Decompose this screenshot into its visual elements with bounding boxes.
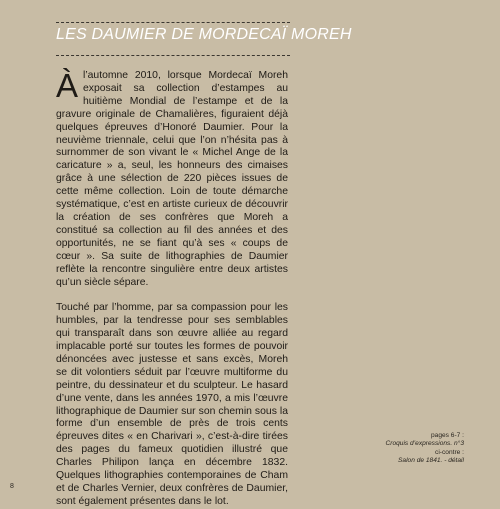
header-bottom-rule [56, 55, 290, 56]
page-number: 8 [10, 483, 14, 490]
header-top-rule [56, 22, 290, 23]
article-paragraph-2: Touché par l’homme, par sa compassion pour les humbles, par la tendresse pour ses semblables qui transparaît dans son œuvre alliée au regard implacable porté sur toutes les formes de pouvoir dénoncées avec justesse et sans excès, Moreh se dit volontiers séduit par l’œuvre multiforme du peintre, du dessinateur et du sculpteur. Le hasard d’une vente, dans les années 1970, a mis l’œuvre lithographique de Daumier sur son chemin sous la forme d’un ensemble de près de trois cents épreuves dites « en Charivari », c’est-à-dire tirées des pages du fameux quotidien illustré que Charles Philipon lança en décembre 1832. Quelques lithographies contemporaines de Cham et de Charles Vernier, deux confrères de Daumier, sont également présentes dans le lot. [56, 302, 288, 507]
paragraph-1-text: l’automne 2010, lorsque Mordecaï Moreh exposait sa collection d’estampes au huitième Mondial de l’estampe et de la gravure originale de Chamalières, figuraient déjà quelques épreuves d’Honoré Daumier. Pour la neuvième triennale, celui que l’on n’hésita pas à surnommer de son vivant le « Michel Ange de la caricature » a, seul, les honneurs des cimaises grâce à une sélection de 220 pièces issues de cette même collection. Loin de toute démarche systématique, c’est en artiste curieux de découvrir la création de ses confrères que Moreh a constitué sa collection au fil des années et des opportunités, ne se fiant qu’à ses « coups de cœur ». Sa suite de lithographies de Daumier reflète la rencontre singulière entre deux artistes qu’un siècle sépare. [56, 70, 288, 288]
caption-line-1: pages 6-7 : [431, 432, 464, 439]
drop-cap: À [56, 67, 79, 104]
article-body [56, 67, 288, 509]
caption-line-3: ci-contre : [435, 448, 464, 456]
article-paragraph-1 [56, 67, 288, 289]
caption-line-4: Salon de 1841. - détail [398, 456, 464, 464]
page-title: LES DAUMIER DE MORDECAÏ MOREH [56, 26, 352, 43]
caption-line-2: Croquis d’expressions. n°3 [385, 440, 464, 448]
image-caption [385, 432, 464, 465]
